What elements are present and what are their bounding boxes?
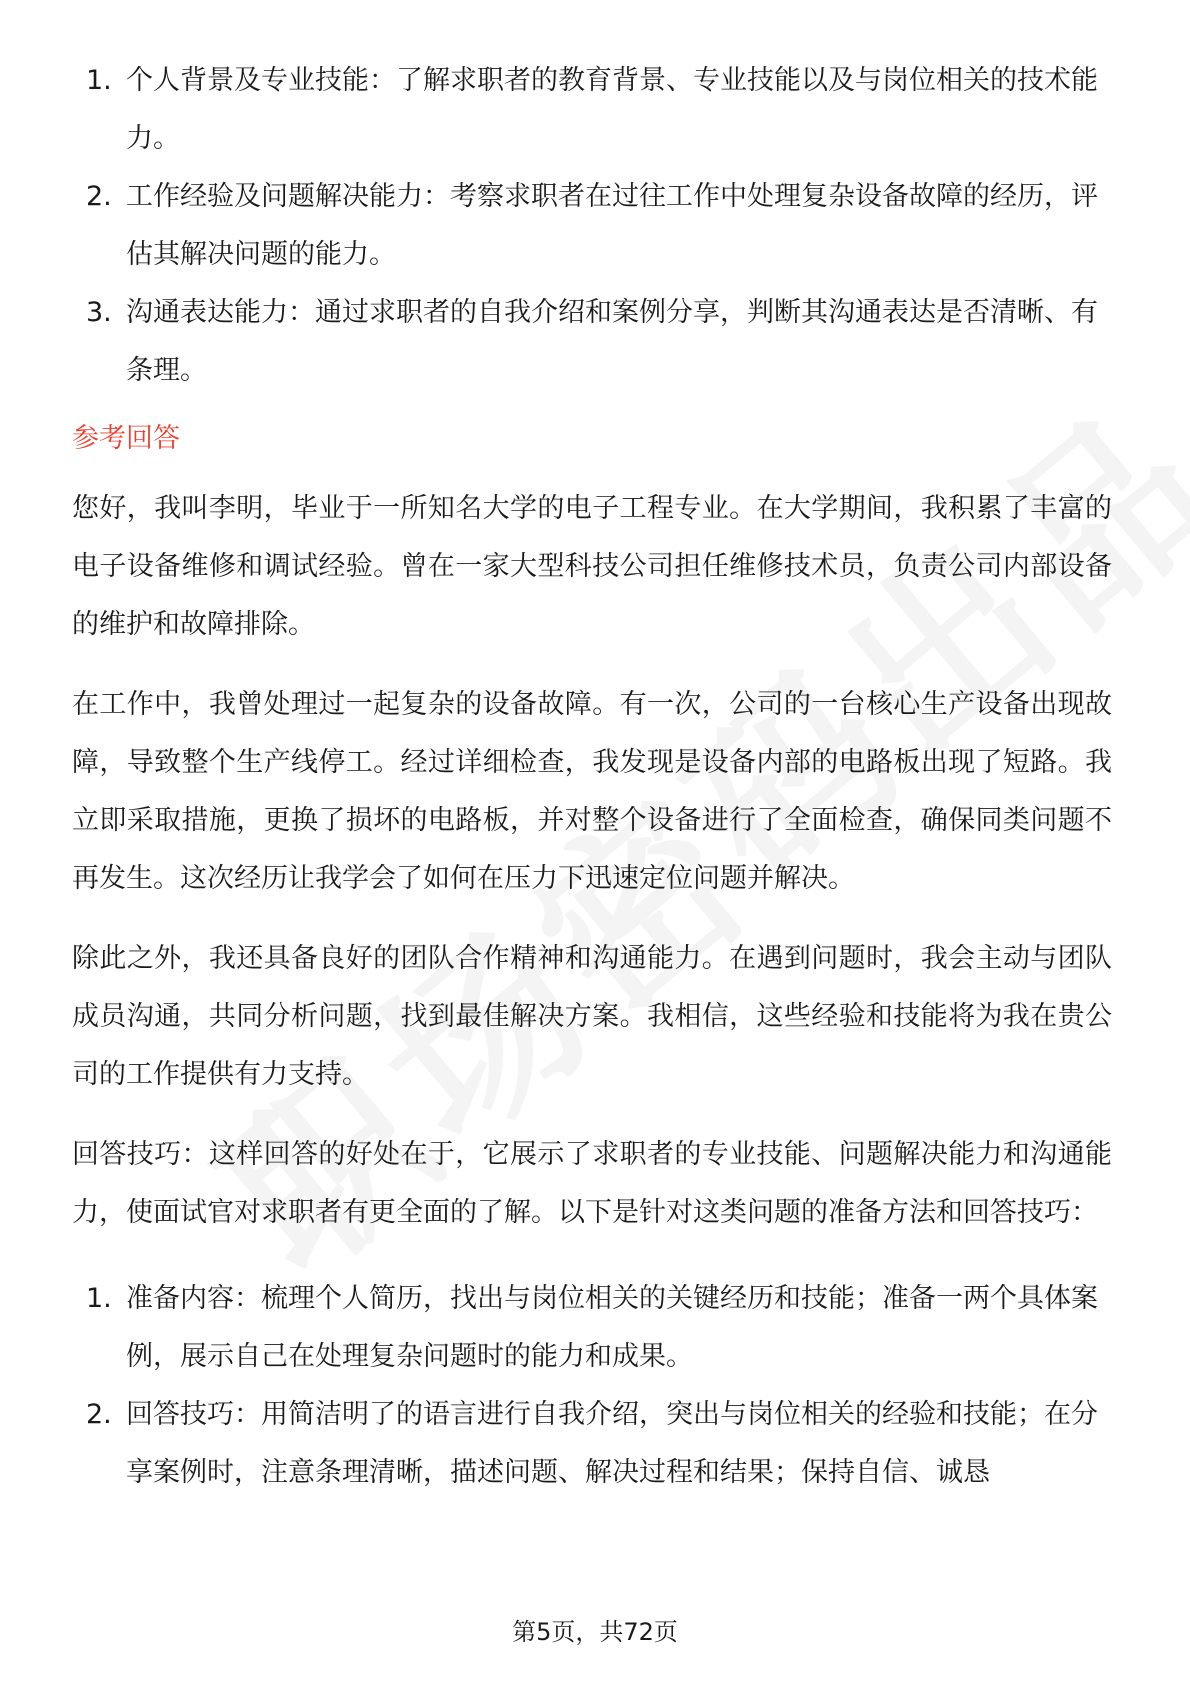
list-item-text: 个人背景及专业技能：了解求职者的教育背景、专业技能以及与岗位相关的技术能力。 — [126, 65, 1098, 154]
list-item — [72, 1386, 1112, 1502]
list-item — [72, 168, 1112, 284]
list-item-number: 2. — [86, 1399, 112, 1430]
assessment-points-list — [72, 52, 1112, 400]
list-item-number: 3. — [86, 297, 112, 328]
paragraph: 除此之外，我还具备良好的团队合作精神和沟通能力。在遇到问题时，我会主动与团队成员沟通，共同分析问题，找到最佳解决方案。我相信，这些经验和技能将为我在贵公司的工作提供有力支持。 — [72, 943, 1112, 1090]
page-footer: 第5页，共72页 — [512, 1618, 678, 1646]
list-item — [72, 284, 1112, 400]
list-item-text: 沟通表达能力：通过求职者的自我介绍和案例分享，判断其沟通表达是否清晰、有条理。 — [126, 297, 1098, 386]
section-title: 参考回答 — [72, 423, 180, 454]
list-item-text: 回答技巧：用简洁明了的语言进行自我介绍，突出与岗位相关的经验和技能；在分享案例时，注意条理清晰，描述问题、解决过程和结果；保持自信、诚恳 — [126, 1399, 1098, 1488]
list-item-number: 1. — [86, 1283, 112, 1314]
paragraph: 回答技巧：这样回答的好处在于，它展示了求职者的专业技能、问题解决能力和沟通能力，使面试官对求职者有更全面的了解。以下是针对这类问题的准备方法和回答技巧： — [72, 1139, 1112, 1228]
list-item — [72, 52, 1112, 168]
list-item — [72, 1270, 1112, 1386]
paragraph: 您好，我叫李明，毕业于一所知名大学的电子工程专业。在大学期间，我积累了丰富的电子设备维修和调试经验。曾在一家大型科技公司担任维修技术员，负责公司内部设备的维护和故障排除。 — [72, 493, 1112, 640]
list-item-text: 准备内容：梳理个人简历，找出与岗位相关的关键经历和技能；准备一两个具体案例，展示自己在处理复杂问题时的能力和成果。 — [126, 1283, 1098, 1372]
tips-list — [72, 1270, 1112, 1502]
paragraph: 在工作中，我曾处理过一起复杂的设备故障。有一次，公司的一台核心生产设备出现故障，导致整个生产线停工。经过详细检查，我发现是设备内部的电路板出现了短路。我立即采取措施，更换了损坏的电路板，并对整个设备进行了全面检查，确保同类问题不再发生。这次经历让我学会了如何在压力下迅速定位问题并解决。 — [72, 689, 1112, 894]
page-content — [72, 52, 1112, 1502]
list-item-number: 2. — [86, 181, 112, 212]
list-item-number: 1. — [86, 65, 112, 96]
list-item-text: 工作经验及问题解决能力：考察求职者在过往工作中处理复杂设备故障的经历，评估其解决问题的能力。 — [126, 181, 1098, 270]
